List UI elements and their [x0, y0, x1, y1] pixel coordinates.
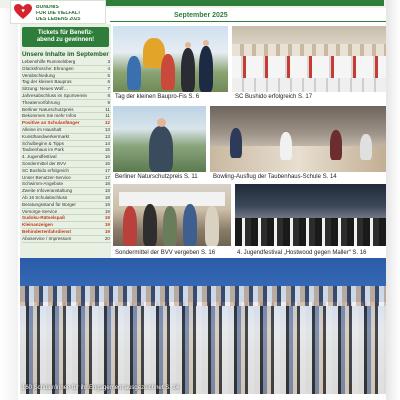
toc-item-title: Aboservice / Impressum: [22, 235, 72, 241]
ticket-line-1: Tickets für Benefiz-: [37, 30, 94, 36]
toc-item-title: Kleinanzeigen: [22, 222, 53, 228]
toc-list: [22, 59, 111, 243]
toc-item-title: Schulbeginn & Tipps: [22, 140, 64, 146]
toc-title: Unsere Inhalte im September: [22, 51, 109, 58]
toc-item[interactable]: [22, 113, 111, 120]
toc-item-title: Glücksfrosche: Ehrungen: [22, 65, 74, 71]
toc-item-title: Sudoku-Rätselspaß: [22, 215, 65, 221]
toc-item[interactable]: [22, 181, 111, 188]
toc-item[interactable]: [22, 222, 111, 229]
toc-item[interactable]: [22, 100, 111, 107]
toc-item[interactable]: [22, 66, 111, 73]
toc-item-page: 14: [104, 140, 110, 146]
toc-item-title: Jahresabschluss im Sportverein: [22, 92, 88, 98]
toc-item[interactable]: [22, 107, 111, 114]
toc-item-title: Bekommen Sie mehr Infos: [22, 113, 77, 119]
toc-item-page: 12: [104, 120, 110, 126]
caption-baupros: Tag der kleinen Baupro-Fis S. 6: [115, 94, 200, 100]
toc-item-page: 20: [104, 235, 110, 241]
logo-line-3: DES LEBENS 2025: [36, 17, 81, 22]
caption-bowling: Bowling-Ausflug der Taubenhaus-Schule S. 14: [213, 174, 337, 180]
toc-item-page: 19: [104, 215, 110, 221]
toc-item-title: Positive an Schulanfänger: [22, 120, 80, 126]
toc-item-title: Beratungsstand für Bürger: [22, 201, 76, 207]
toc-item-page: 8: [107, 92, 110, 98]
toc-item-page: 15: [104, 147, 110, 153]
toc-item-page: 18: [104, 194, 110, 200]
toc-item-page: 3: [107, 59, 110, 64]
toc-item-page: 16: [104, 160, 110, 166]
toc-item-title: Taubenhaus im Park: [22, 147, 64, 153]
toc-item-page: 17: [104, 167, 110, 173]
caption-bushido: SC Bushido erfolgreich S. 17: [235, 94, 313, 100]
toc-item[interactable]: [22, 161, 111, 168]
toc-item[interactable]: [22, 229, 111, 236]
toc-item[interactable]: [22, 209, 111, 216]
toc-item-page: 17: [104, 174, 110, 180]
photo-bowling[interactable]: [210, 106, 386, 172]
toc-item-page: 19: [104, 228, 110, 234]
toc-item[interactable]: [22, 73, 111, 80]
toc-item-title: Schwimm-Angebote: [22, 181, 64, 187]
toc-item-title: 4. Jugendfestival: [22, 154, 57, 160]
logo-line-1: BÜNDNIS: [36, 5, 59, 10]
toc-item-title: Zweite Infoveranstaltung: [22, 188, 73, 194]
toc-item-page: 11: [105, 113, 110, 119]
header-divider: [110, 21, 386, 22]
caption-naturschutzpreis: Berliner Naturschutzpreis S. 11: [115, 174, 198, 180]
toc-item-title: Alleine im Haushalt: [22, 126, 62, 132]
toc-item-title: Behindertenfahrdienst: [22, 228, 72, 234]
toc-item[interactable]: [22, 195, 111, 202]
toc-item-title: Sondermittel der BVV: [22, 160, 67, 166]
toc-item-page: 16: [104, 154, 110, 160]
photo-jugendfestival[interactable]: [235, 184, 386, 246]
logo-line-2: FÜR DIE VIELFALT: [36, 11, 81, 16]
issue-date: September 2025: [174, 12, 228, 19]
ticket-line-2: abend zu gewinnen!: [36, 37, 95, 43]
toc-item-title: Lebenshilfe Rummelsberg: [22, 59, 76, 64]
toc-item[interactable]: [22, 202, 111, 209]
toc-item-title: Ab 16 Schulabschluss: [22, 194, 68, 200]
svg-text:♥: ♥: [21, 8, 25, 15]
toc-item[interactable]: [22, 147, 111, 154]
toc-item-page: 18: [104, 188, 110, 194]
toc-item[interactable]: [22, 236, 111, 243]
page-edge-right: [386, 0, 400, 400]
toc-item-title: Unser Benutzer-Service: [22, 174, 71, 180]
toc-item[interactable]: [22, 134, 111, 141]
toc-item-page: 11: [105, 106, 110, 112]
logo: [10, 0, 106, 24]
toc-item[interactable]: [22, 120, 111, 127]
toc-item-title: Tag der kleinen Baupros: [22, 79, 72, 85]
toc-item-title: SC Bushido erfolgreich: [22, 167, 69, 173]
toc-item-title: Berliner Naturschutzpreis: [22, 106, 74, 112]
photo-baupros[interactable]: [113, 26, 228, 92]
toc-item[interactable]: [22, 79, 111, 86]
top-green-band: [106, 0, 384, 6]
heart-icon: [14, 4, 32, 20]
toc-item-title: Kunsthandwerkermarkt: [22, 133, 70, 139]
caption-schueler-award: 160 Schüler/innen für ihr Engagement ausgezeichnet S. 14: [22, 385, 180, 391]
photo-schueler-award[interactable]: [20, 258, 386, 394]
toc-item[interactable]: [22, 127, 111, 134]
toc-item[interactable]: [22, 86, 111, 93]
toc-item-title: Verabschiedung: [22, 72, 55, 78]
toc-item-page: 19: [104, 222, 110, 228]
toc-item-page: 7: [107, 86, 110, 92]
photo-sondermittel[interactable]: [113, 184, 231, 246]
toc-item-page: 6: [107, 79, 110, 85]
toc-item-title: Vorsorge-Service: [22, 208, 58, 214]
toc-item-page: 18: [104, 181, 110, 187]
toc-item-page: 19: [104, 201, 110, 207]
toc-item[interactable]: [22, 93, 111, 100]
toc-item-title: Theatervorführung: [22, 99, 60, 105]
toc-item-page: 19: [104, 208, 110, 214]
toc-item[interactable]: [22, 141, 111, 148]
caption-jugendfestival: 4. Jugendfestival „Hostwood gegen Maller“ S. 16: [237, 250, 367, 256]
toc-item-title: Sitzung: Neues Wolf…: [22, 86, 69, 92]
ticket-banner[interactable]: [22, 27, 109, 47]
toc-item-page: 13: [104, 133, 110, 139]
photo-bushido[interactable]: [232, 26, 386, 92]
toc-item[interactable]: [22, 59, 111, 66]
toc-item-page: 13: [104, 126, 110, 132]
toc-item[interactable]: [22, 168, 111, 175]
toc-item[interactable]: [22, 215, 111, 222]
toc-item-page: 4: [107, 65, 110, 71]
toc-item-page: 5: [107, 72, 110, 78]
toc-item[interactable]: [22, 188, 111, 195]
photo-naturschutzpreis[interactable]: [113, 106, 206, 172]
toc-item-page: 9: [107, 99, 110, 105]
page-edge-left: [0, 0, 18, 400]
toc-item[interactable]: [22, 154, 111, 161]
caption-sondermittel: Sondermittel der BVV vergeben S. 16: [115, 250, 216, 256]
toc-item[interactable]: [22, 175, 111, 182]
